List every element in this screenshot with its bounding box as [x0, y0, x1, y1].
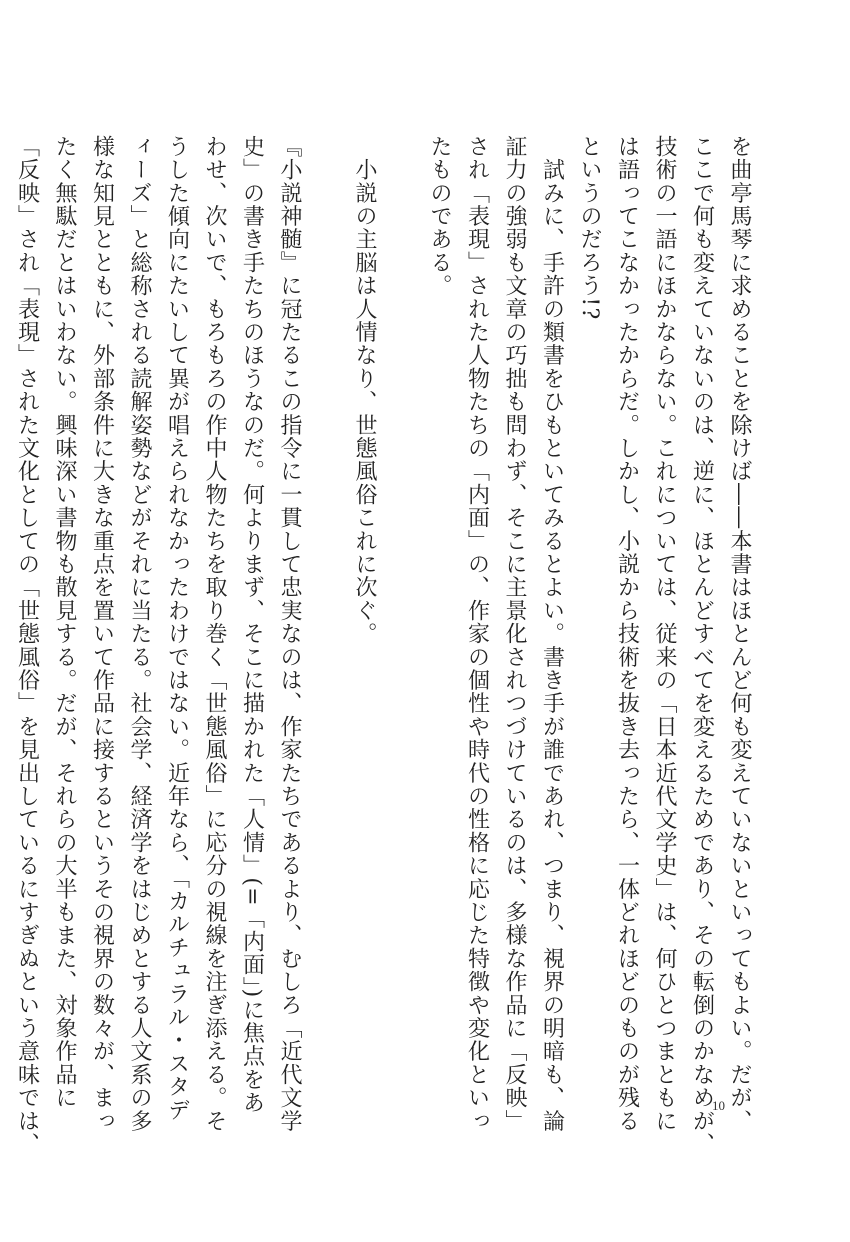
text-column: うした傾向にたいして異が唱えられなかったわけではない。近年なら、「カルチュラル・スタデ [164, 135, 190, 1122]
text-column: ィーズ」と総称される読解姿勢などがそれに当たる。社会学、経済学をはじめとする人文系の多 [127, 135, 152, 1133]
text-column: わせ、次いで、もろもろの作中人物たちを取り巻く「世態風俗」に応分の視線を注ぎ添える。そ [202, 135, 227, 1133]
text-column: を曲亭馬琴に求めることを除けば――本書はほとんど何も変えていないといってもよい。だが、 [727, 135, 752, 1133]
text-column: 史」の書き手たちのほうなのだ。何よりまず、そこに描かれた「人情」(=「内面」)に焦点をあ [239, 135, 265, 1115]
text-column: というのだろう!? [577, 135, 602, 321]
text-column: たく無駄だとはいわない。興味深い書物も散見する。だが、それらの大半もまた、対象作品に [52, 135, 77, 1110]
text-column: は語ってこなかったからだ。しかし、小説から技術を抜き去ったら、一体どれほどのものが残る [614, 135, 640, 1133]
text-column: ここで何も変えていないのは、逆に、ほとんどすべてを変えるためであり、その転倒のかなめが、 [689, 135, 715, 1156]
text-column: され「表現」された人物たちの「内面」の、作家の個性や時代の性格に応じた特徴や変化といっ [464, 135, 490, 1133]
text-column: 試みに、手許の類書をひもといてみるとよい。書き手が誰であれ、つまり、視界の明暗も、論 [539, 135, 565, 1133]
text-column: 『小説神髄』に冠たるこの指令に一貫して忠実なのは、作家たちであるより、むしろ「近代文学 [277, 135, 302, 1133]
text-column: 技術の一語にほかならない。これについては、従来の「日本近代文学史」は、何ひとつまともに [652, 135, 677, 1133]
text-column: 「反映」され「表現」された文化としての「世態風俗」を見出しているにすぎぬという意味では、 [14, 135, 40, 1156]
quotation-column: 小説の主脳は人情なり、世態風俗これに次ぐ。 [352, 135, 377, 646]
page-number: 10 [712, 1098, 725, 1113]
text-column: 様な知見とともに、外部条件に大きな重点を置いて作品に接するというその視界の数々が、まっ [89, 135, 115, 1133]
blank-column [308, 135, 346, 1075]
text-column: 証力の強弱も文章の巧拙も問わず、そこに主景化されつづけているのは、多様な作品に「反映」 [502, 135, 527, 1133]
text-column: たものである。 [427, 135, 452, 298]
blank-column [383, 135, 421, 1075]
